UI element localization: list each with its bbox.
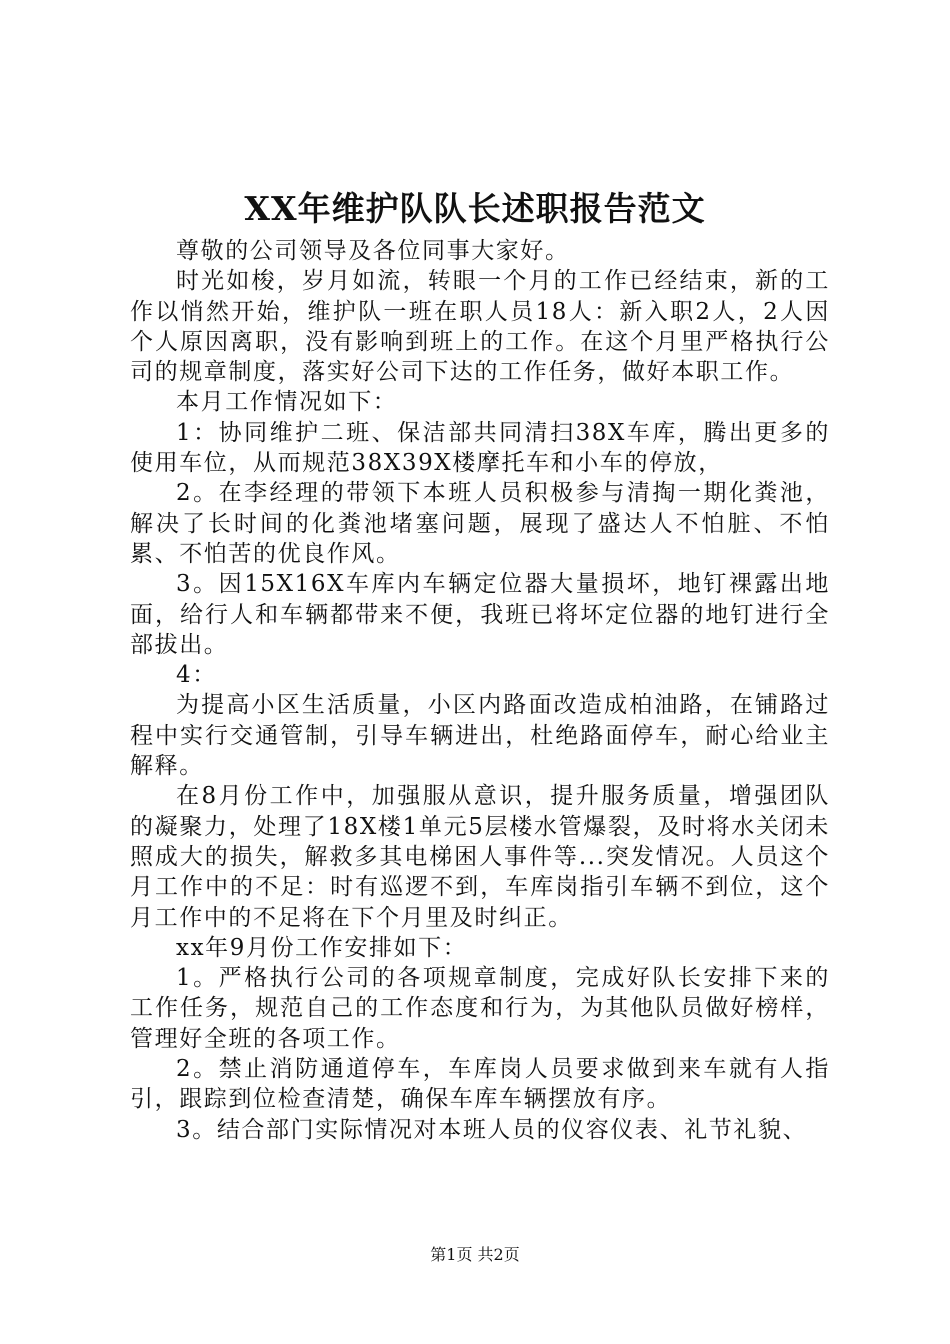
page-footer: 第1页 共2页 xyxy=(430,1245,520,1264)
document-title: XX年维护队队长述职报告范文 xyxy=(244,189,706,228)
paragraph: xx年9月份工作安排如下： xyxy=(176,934,468,961)
paragraph: 2。禁止消防通道停车，车库岗人员要求做到来车就有人指引，跟踪到位检查清楚，确保车库车辆摆放有序。 xyxy=(130,1056,830,1113)
paragraph: 3。结合部门实际情况对本班人员的仪容仪表、礼节礼貌、 xyxy=(176,1116,808,1143)
paragraph: 在8月份工作中，加强服从意识，提升服务质量，增强团队的凝聚力，处理了18X楼1单元5层楼水管爆裂，及时将水关闭未照成大的损失，解救多其电梯困人事件等...突发情况。人员这个月工作中的不足：时有巡逻不到，车库岗指引车辆不到位，这个月工作中的不足将在下个月里及时纠正。 xyxy=(130,783,830,931)
paragraph: 尊敬的公司领导及各位同事大家好。 xyxy=(176,238,570,264)
paragraph: 时光如梭，岁月如流，转眼一个月的工作已经结束，新的工作以悄然开始，维护队一班在职人员18人：新入职2人，2人因个人原因离职，没有影响到班上的工作。在这个月里严格执行公司的规章制度，落实好公司下达的工作任务，做好本职工作。 xyxy=(130,268,830,386)
document-body xyxy=(130,236,830,1145)
paragraph: 2。在李经理的带领下本班人员积极参与清掏一期化粪池，解决了长时间的化粪池堵塞问题，展现了盛达人不怕脏、不怕累、不怕苦的优良作风。 xyxy=(130,480,830,567)
paragraph: 本月工作情况如下： xyxy=(176,389,398,416)
paragraph: 4： xyxy=(176,662,217,689)
paragraph: 1。严格执行公司的各项规章制度，完成好队长安排下来的工作任务，规范自己的工作态度和行为，为其他队员做好榜样，管理好全班的各项工作。 xyxy=(130,965,830,1052)
paragraph: 3。因15X16X车库内车辆定位器大量损坏，地钉裸露出地面，给行人和车辆都带来不便，我班已将坏定位器的地钉进行全部拔出。 xyxy=(130,571,830,658)
paragraph: 为提高小区生活质量，小区内路面改造成柏油路，在铺路过程中实行交通管制，引导车辆进出，杜绝路面停车，耐心给业主解释。 xyxy=(130,692,830,780)
paragraph: 1：协同维护二班、保洁部共同清扫38X车库，腾出更多的使用车位，从而规范38X39X楼摩托车和小车的停放， xyxy=(130,419,830,477)
